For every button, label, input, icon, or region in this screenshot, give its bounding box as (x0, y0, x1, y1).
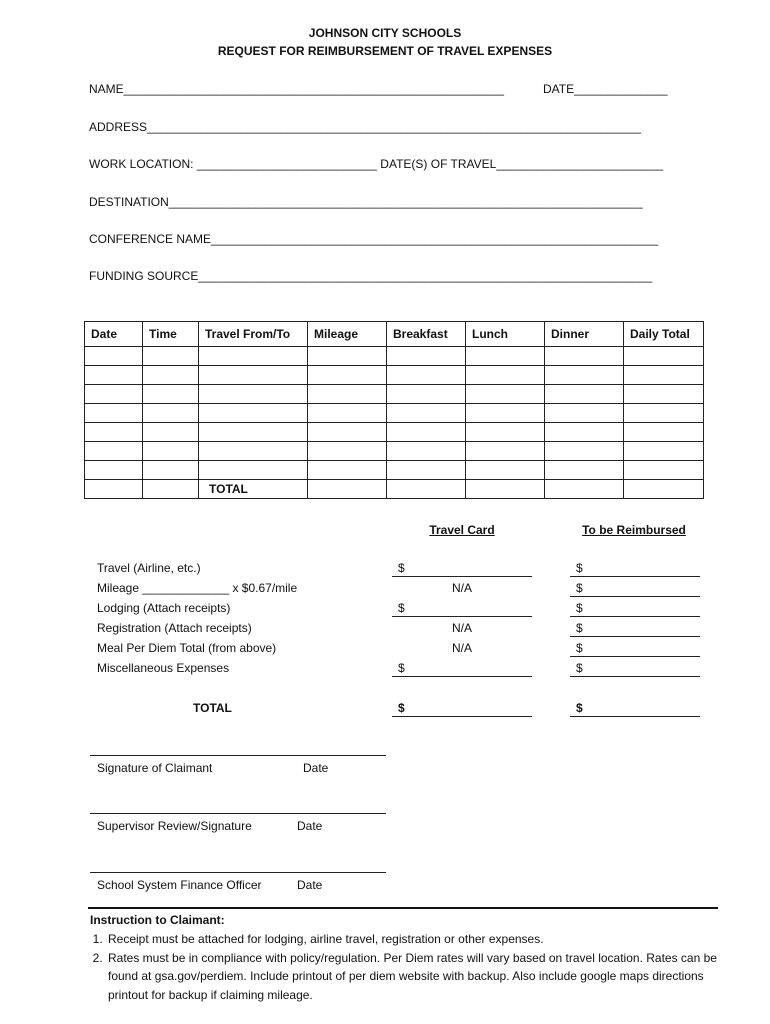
reimb-per-diem-line[interactable] (570, 656, 700, 657)
table-cell[interactable] (545, 461, 624, 480)
table-cell[interactable] (308, 480, 387, 499)
card-misc: $ (398, 661, 405, 675)
claimant-signature-label: Signature of Claimant (97, 761, 213, 775)
table-cell[interactable] (143, 461, 199, 480)
table-cell[interactable] (387, 347, 466, 366)
col-time: Time (143, 322, 199, 347)
instructions-divider (88, 907, 718, 909)
table-cell[interactable] (199, 366, 308, 385)
table-cell[interactable] (308, 366, 387, 385)
table-cell[interactable] (545, 442, 624, 461)
reimb-travel: $ (576, 561, 583, 575)
card-travel-line[interactable] (392, 576, 532, 577)
table-cell[interactable] (545, 404, 624, 423)
table-cell[interactable] (308, 347, 387, 366)
table-cell[interactable] (143, 404, 199, 423)
table-cell[interactable] (545, 366, 624, 385)
form-title: REQUEST FOR REIMBURSEMENT OF TRAVEL EXPENSES (217, 44, 553, 58)
expense-table (84, 321, 704, 499)
card-total: $ (398, 701, 405, 715)
table-cell[interactable] (143, 366, 199, 385)
table-cell[interactable] (143, 423, 199, 442)
summary-label-travel: Travel (Airline, etc.) (97, 561, 201, 575)
supervisor-signature-line[interactable] (90, 813, 386, 814)
table-cell[interactable] (466, 442, 545, 461)
table-cell[interactable] (143, 347, 199, 366)
org-name: JOHNSON CITY SCHOOLS (308, 26, 462, 40)
finance-date-label: Date (297, 878, 323, 892)
table-cell[interactable] (85, 442, 143, 461)
table-cell[interactable] (545, 347, 624, 366)
instructions-list (88, 930, 726, 1004)
address-field[interactable]: ADDRESS__________________________________________________________________________ (89, 120, 641, 134)
table-cell[interactable] (308, 442, 387, 461)
reimb-misc-line[interactable] (570, 676, 700, 677)
reimb-total-line[interactable] (570, 716, 700, 717)
table-cell[interactable] (85, 461, 143, 480)
funding-source-field[interactable]: FUNDING SOURCE____________________________________________________________________ (89, 269, 653, 283)
claimant-date-label: Date (303, 761, 329, 775)
table-row (85, 347, 704, 366)
table-cell[interactable] (308, 461, 387, 480)
name-field[interactable]: NAME_________________________________________________________ (89, 82, 505, 96)
table-cell[interactable] (85, 480, 143, 499)
table-row (85, 366, 704, 385)
table-cell[interactable] (143, 480, 199, 499)
finance-signature-line[interactable] (90, 872, 386, 873)
travel-card-header: Travel Card (429, 523, 495, 537)
table-cell[interactable] (308, 423, 387, 442)
col-travel: Travel From/To (199, 322, 308, 347)
table-cell[interactable] (624, 404, 704, 423)
finance-signature-label: School System Finance Officer (97, 878, 262, 892)
table-cell[interactable] (199, 442, 308, 461)
card-travel: $ (398, 561, 405, 575)
table-cell[interactable] (85, 347, 143, 366)
summary-total-label: TOTAL (193, 701, 232, 715)
table-cell[interactable] (624, 385, 704, 404)
date-field[interactable]: DATE______________ (543, 82, 668, 96)
table-cell[interactable] (387, 404, 466, 423)
table-total-row (85, 480, 704, 499)
card-misc-line[interactable] (392, 676, 532, 677)
table-cell[interactable] (387, 423, 466, 442)
summary-label-registration: Registration (Attach receipts) (97, 621, 252, 635)
table-cell[interactable] (545, 385, 624, 404)
table-cell[interactable] (624, 423, 704, 442)
summary-label-mileage: Mileage _____________ x $0.67/mile (97, 581, 298, 595)
table-cell[interactable] (466, 423, 545, 442)
table-cell[interactable] (387, 461, 466, 480)
table-row (85, 423, 704, 442)
destination-field[interactable]: DESTINATION_______________________________________________________________________ (89, 195, 643, 209)
card-lodging: $ (398, 601, 405, 615)
table-row (85, 442, 704, 461)
reimb-mileage: $ (576, 581, 583, 595)
table-cell[interactable] (624, 480, 704, 499)
card-registration: N/A (451, 621, 472, 635)
col-dinner: Dinner (545, 322, 624, 347)
instruction-item: 1. Receipt must be attached for lodging, airline travel, registration or other expenses. (106, 930, 726, 949)
table-cell[interactable] (466, 404, 545, 423)
table-cell[interactable] (85, 404, 143, 423)
card-per-diem: N/A (451, 641, 472, 655)
table-cell[interactable] (85, 385, 143, 404)
summary-label-lodging: Lodging (Attach receipts) (97, 601, 231, 615)
table-cell[interactable] (387, 366, 466, 385)
work-location-field[interactable]: WORK LOCATION: ___________________________ DATE(S) OF TRAVEL_________________________ (89, 157, 664, 171)
col-daily-total: Daily Total (624, 322, 704, 347)
supervisor-signature-label: Supervisor Review/Signature (97, 819, 252, 833)
table-cell[interactable] (624, 442, 704, 461)
reimb-per-diem: $ (576, 641, 583, 655)
table-cell[interactable] (199, 347, 308, 366)
table-cell[interactable] (85, 423, 143, 442)
table-cell[interactable] (308, 385, 387, 404)
table-cell[interactable] (387, 442, 466, 461)
table-cell[interactable] (466, 385, 545, 404)
table-cell[interactable] (308, 404, 387, 423)
summary-label-misc: Miscellaneous Expenses (97, 661, 230, 675)
instructions-title: Instruction to Claimant: (90, 913, 225, 927)
table-header-row (85, 322, 704, 347)
card-lodging-line[interactable] (392, 616, 532, 617)
reimb-lodging-line[interactable] (570, 616, 700, 617)
table-cell[interactable] (545, 480, 624, 499)
card-total-line[interactable] (392, 716, 532, 717)
table-row (85, 404, 704, 423)
table-cell[interactable] (199, 461, 308, 480)
card-mileage: N/A (451, 581, 472, 595)
table-cell[interactable] (545, 423, 624, 442)
table-cell[interactable] (466, 347, 545, 366)
summary-label-per-diem: Meal Per Diem Total (from above) (97, 641, 277, 655)
reimb-registration-line[interactable] (570, 636, 700, 637)
reimb-misc: $ (576, 661, 583, 675)
table-cell[interactable] (85, 366, 143, 385)
reimbursed-header: To be Reimbursed (582, 523, 686, 537)
supervisor-date-label: Date (297, 819, 323, 833)
conference-field[interactable]: CONFERENCE NAME___________________________________________________________________ (89, 232, 659, 246)
table-cell[interactable] (466, 366, 545, 385)
col-date: Date (85, 322, 143, 347)
table-cell[interactable] (624, 366, 704, 385)
reimb-total: $ (576, 701, 583, 715)
col-lunch: Lunch (466, 322, 545, 347)
claimant-signature-line[interactable] (90, 755, 386, 756)
table-cell[interactable] (199, 385, 308, 404)
table-cell[interactable] (143, 385, 199, 404)
table-cell[interactable] (199, 423, 308, 442)
table-row (85, 461, 704, 480)
reimb-travel-line[interactable] (570, 576, 700, 577)
table-cell[interactable] (466, 461, 545, 480)
table-row (85, 385, 704, 404)
table-cell[interactable] (199, 404, 308, 423)
col-breakfast: Breakfast (387, 322, 466, 347)
table-total-label: TOTAL (199, 480, 308, 499)
table-cell[interactable] (387, 385, 466, 404)
table-cell[interactable] (387, 480, 466, 499)
table-cell[interactable] (143, 442, 199, 461)
instruction-item: 2. Rates must be in compliance with policy/regulation. Per Diem rates will vary based on travel location. Rates can be found at gsa.gov/perdiem. Include printout of per diem website with backup. Also include google maps directions printout for backup if claiming mileage. (106, 949, 726, 1005)
table-cell[interactable] (466, 480, 545, 499)
reimb-registration: $ (576, 621, 583, 635)
col-mileage: Mileage (308, 322, 387, 347)
reimb-mileage-line[interactable] (570, 596, 700, 597)
table-cell[interactable] (624, 347, 704, 366)
reimb-lodging: $ (576, 601, 583, 615)
table-cell[interactable] (624, 461, 704, 480)
